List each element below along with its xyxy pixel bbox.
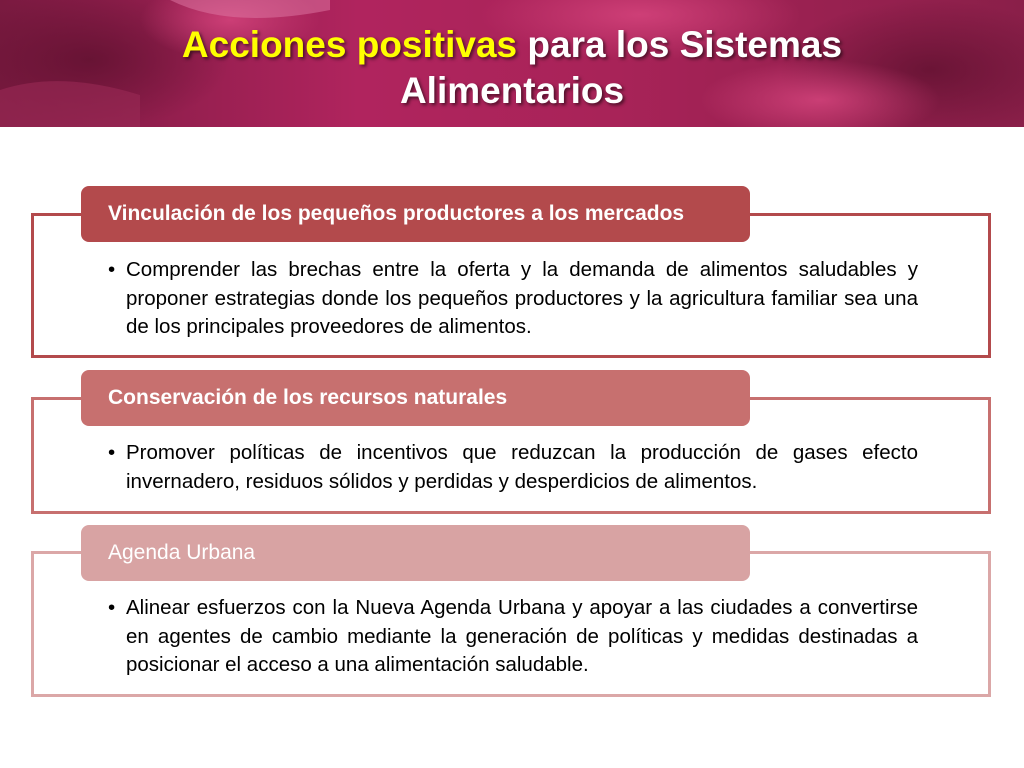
title-highlight: Acciones positivas <box>181 24 518 65</box>
bullet-3: • <box>108 596 116 619</box>
section-heading-3-text: Agenda Urbana <box>108 541 256 564</box>
section-heading-3 <box>81 525 750 581</box>
slide-title <box>0 22 1024 114</box>
section-heading-2-text: Conservación de los recursos naturales <box>108 386 508 409</box>
section-body-3-text: Alinear esfuerzos con la Nueva Agenda Urbana y apoyar a las ciudades a convertirse en agentes de cambio mediante la generación de políticas y medidas destinadas a posicionar el acceso a una alimentación saludable. <box>126 596 918 676</box>
section-heading-1 <box>81 186 750 242</box>
section-body-1-text: Comprender las brechas entre la oferta y la demanda de alimentos saludables y proponer estrategias donde los pequeños productores y la agricultura familiar sea una de los principales proveedores de alimentos. <box>126 258 918 338</box>
header-banner <box>0 0 1024 127</box>
bullet-1: • <box>108 258 116 281</box>
section-body-2 <box>108 439 918 496</box>
section-body-3 <box>108 594 918 680</box>
section-body-1 <box>108 256 918 342</box>
title-line1-rest: para los Sistemas <box>517 24 843 65</box>
section-body-2-text: Promover políticas de incentivos que reduzcan la producción de gases efecto invernadero, residuos sólidos y perdidas y desperdicios de alimentos. <box>126 441 918 493</box>
section-heading-1-text: Vinculación de los pequeños productores a los mercados <box>108 202 685 225</box>
section-heading-2 <box>81 370 750 426</box>
title-line2: Alimentarios <box>399 70 625 111</box>
bullet-2: • <box>108 441 116 464</box>
